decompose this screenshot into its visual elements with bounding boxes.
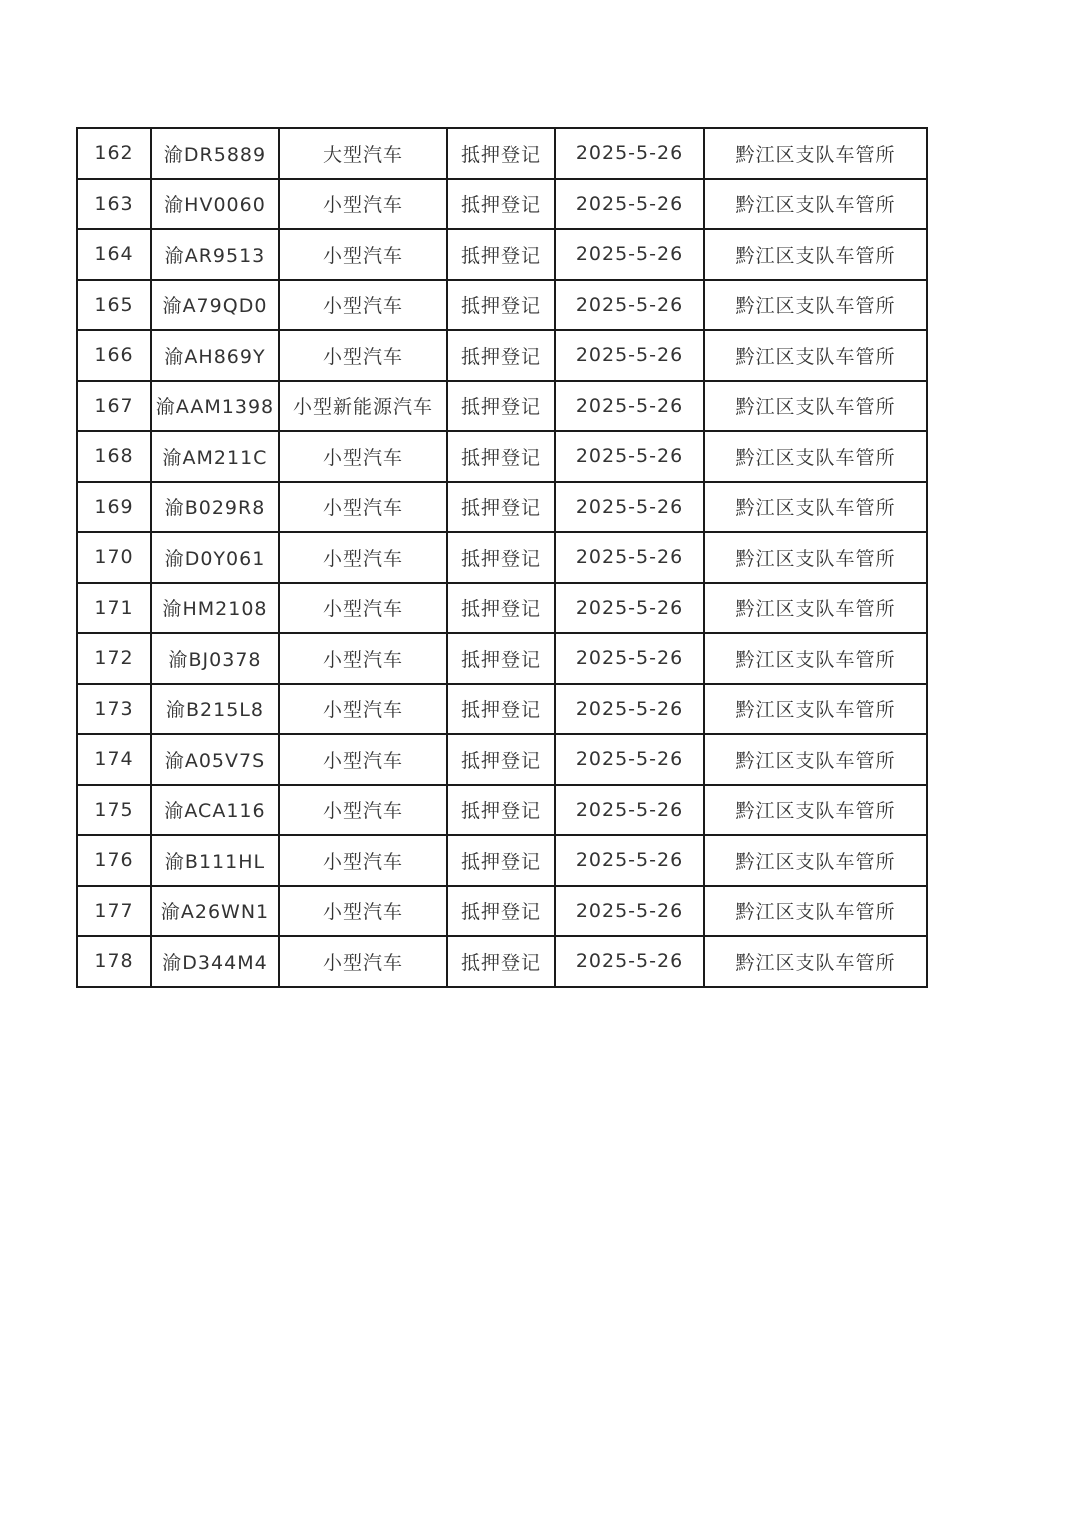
table-row <box>77 583 927 634</box>
vehicle-type-cell: 小型汽车 <box>279 734 447 785</box>
office-cell: 黔江区支队车管所 <box>704 936 927 987</box>
plate-number-cell: 渝A26WN1 <box>151 886 279 937</box>
vehicle-type-cell: 小型汽车 <box>279 886 447 937</box>
table-row <box>77 128 927 179</box>
office-cell: 黔江区支队车管所 <box>704 229 927 280</box>
vehicle-type-cell: 小型汽车 <box>279 431 447 482</box>
table-row <box>77 482 927 533</box>
business-type-cell: 抵押登记 <box>447 633 555 684</box>
business-type-cell: 抵押登记 <box>447 229 555 280</box>
office-cell: 黔江区支队车管所 <box>704 734 927 785</box>
office-cell: 黔江区支队车管所 <box>704 179 927 230</box>
vehicle-type-cell: 小型汽车 <box>279 229 447 280</box>
row-number-cell: 167 <box>77 381 151 432</box>
vehicle-type-cell: 小型汽车 <box>279 482 447 533</box>
table-row <box>77 229 927 280</box>
vehicle-type-cell: 小型汽车 <box>279 936 447 987</box>
plate-number-cell: 渝HM2108 <box>151 583 279 634</box>
vehicle-type-cell: 小型汽车 <box>279 835 447 886</box>
office-cell: 黔江区支队车管所 <box>704 785 927 836</box>
business-type-cell: 抵押登记 <box>447 330 555 381</box>
row-number-cell: 165 <box>77 280 151 331</box>
row-number-cell: 174 <box>77 734 151 785</box>
plate-number-cell: 渝AH869Y <box>151 330 279 381</box>
vehicle-type-cell: 小型新能源汽车 <box>279 381 447 432</box>
office-cell: 黔江区支队车管所 <box>704 835 927 886</box>
plate-number-cell: 渝DR5889 <box>151 128 279 179</box>
table-row <box>77 785 927 836</box>
plate-number-cell: 渝B215L8 <box>151 684 279 735</box>
office-cell: 黔江区支队车管所 <box>704 381 927 432</box>
business-type-cell: 抵押登记 <box>447 734 555 785</box>
vehicle-type-cell: 小型汽车 <box>279 330 447 381</box>
table-row <box>77 431 927 482</box>
plate-number-cell: 渝AM211C <box>151 431 279 482</box>
plate-number-cell: 渝D0Y061 <box>151 532 279 583</box>
date-cell: 2025-5-26 <box>555 835 704 886</box>
row-number-cell: 178 <box>77 936 151 987</box>
table-row <box>77 835 927 886</box>
vehicle-type-cell: 小型汽车 <box>279 633 447 684</box>
office-cell: 黔江区支队车管所 <box>704 330 927 381</box>
row-number-cell: 175 <box>77 785 151 836</box>
table-row <box>77 532 927 583</box>
date-cell: 2025-5-26 <box>555 532 704 583</box>
date-cell: 2025-5-26 <box>555 179 704 230</box>
table-body <box>77 128 927 987</box>
row-number-cell: 169 <box>77 482 151 533</box>
plate-number-cell: 渝A79QD0 <box>151 280 279 331</box>
table-row <box>77 684 927 735</box>
row-number-cell: 164 <box>77 229 151 280</box>
date-cell: 2025-5-26 <box>555 633 704 684</box>
table-row <box>77 633 927 684</box>
office-cell: 黔江区支队车管所 <box>704 633 927 684</box>
row-number-cell: 166 <box>77 330 151 381</box>
business-type-cell: 抵押登记 <box>447 785 555 836</box>
business-type-cell: 抵押登记 <box>447 179 555 230</box>
date-cell: 2025-5-26 <box>555 431 704 482</box>
row-number-cell: 176 <box>77 835 151 886</box>
date-cell: 2025-5-26 <box>555 280 704 331</box>
row-number-cell: 173 <box>77 684 151 735</box>
table-row <box>77 734 927 785</box>
date-cell: 2025-5-26 <box>555 936 704 987</box>
plate-number-cell: 渝BJ0378 <box>151 633 279 684</box>
date-cell: 2025-5-26 <box>555 128 704 179</box>
date-cell: 2025-5-26 <box>555 229 704 280</box>
row-number-cell: 168 <box>77 431 151 482</box>
plate-number-cell: 渝HV0060 <box>151 179 279 230</box>
office-cell: 黔江区支队车管所 <box>704 886 927 937</box>
date-cell: 2025-5-26 <box>555 886 704 937</box>
date-cell: 2025-5-26 <box>555 330 704 381</box>
plate-number-cell: 渝AAM1398 <box>151 381 279 432</box>
business-type-cell: 抵押登记 <box>447 886 555 937</box>
table-row <box>77 330 927 381</box>
plate-number-cell: 渝A05V7S <box>151 734 279 785</box>
business-type-cell: 抵押登记 <box>447 482 555 533</box>
office-cell: 黔江区支队车管所 <box>704 431 927 482</box>
date-cell: 2025-5-26 <box>555 734 704 785</box>
office-cell: 黔江区支队车管所 <box>704 482 927 533</box>
business-type-cell: 抵押登记 <box>447 280 555 331</box>
vehicle-type-cell: 小型汽车 <box>279 179 447 230</box>
office-cell: 黔江区支队车管所 <box>704 128 927 179</box>
business-type-cell: 抵押登记 <box>447 431 555 482</box>
vehicle-type-cell: 小型汽车 <box>279 684 447 735</box>
table-row <box>77 886 927 937</box>
business-type-cell: 抵押登记 <box>447 128 555 179</box>
row-number-cell: 170 <box>77 532 151 583</box>
office-cell: 黔江区支队车管所 <box>704 583 927 634</box>
vehicle-type-cell: 小型汽车 <box>279 280 447 331</box>
business-type-cell: 抵押登记 <box>447 381 555 432</box>
office-cell: 黔江区支队车管所 <box>704 280 927 331</box>
business-type-cell: 抵押登记 <box>447 936 555 987</box>
business-type-cell: 抵押登记 <box>447 684 555 735</box>
row-number-cell: 177 <box>77 886 151 937</box>
date-cell: 2025-5-26 <box>555 583 704 634</box>
table-row <box>77 280 927 331</box>
date-cell: 2025-5-26 <box>555 381 704 432</box>
plate-number-cell: 渝B029R8 <box>151 482 279 533</box>
business-type-cell: 抵押登记 <box>447 835 555 886</box>
plate-number-cell: 渝D344M4 <box>151 936 279 987</box>
table-row <box>77 381 927 432</box>
vehicle-type-cell: 小型汽车 <box>279 785 447 836</box>
row-number-cell: 162 <box>77 128 151 179</box>
date-cell: 2025-5-26 <box>555 785 704 836</box>
plate-number-cell: 渝B111HL <box>151 835 279 886</box>
vehicle-type-cell: 大型汽车 <box>279 128 447 179</box>
vehicle-type-cell: 小型汽车 <box>279 583 447 634</box>
row-number-cell: 171 <box>77 583 151 634</box>
business-type-cell: 抵押登记 <box>447 532 555 583</box>
date-cell: 2025-5-26 <box>555 482 704 533</box>
table-row <box>77 936 927 987</box>
office-cell: 黔江区支队车管所 <box>704 532 927 583</box>
registration-table <box>76 127 928 988</box>
office-cell: 黔江区支队车管所 <box>704 684 927 735</box>
row-number-cell: 163 <box>77 179 151 230</box>
plate-number-cell: 渝AR9513 <box>151 229 279 280</box>
plate-number-cell: 渝ACA116 <box>151 785 279 836</box>
row-number-cell: 172 <box>77 633 151 684</box>
table-row <box>77 179 927 230</box>
business-type-cell: 抵押登记 <box>447 583 555 634</box>
vehicle-type-cell: 小型汽车 <box>279 532 447 583</box>
date-cell: 2025-5-26 <box>555 684 704 735</box>
